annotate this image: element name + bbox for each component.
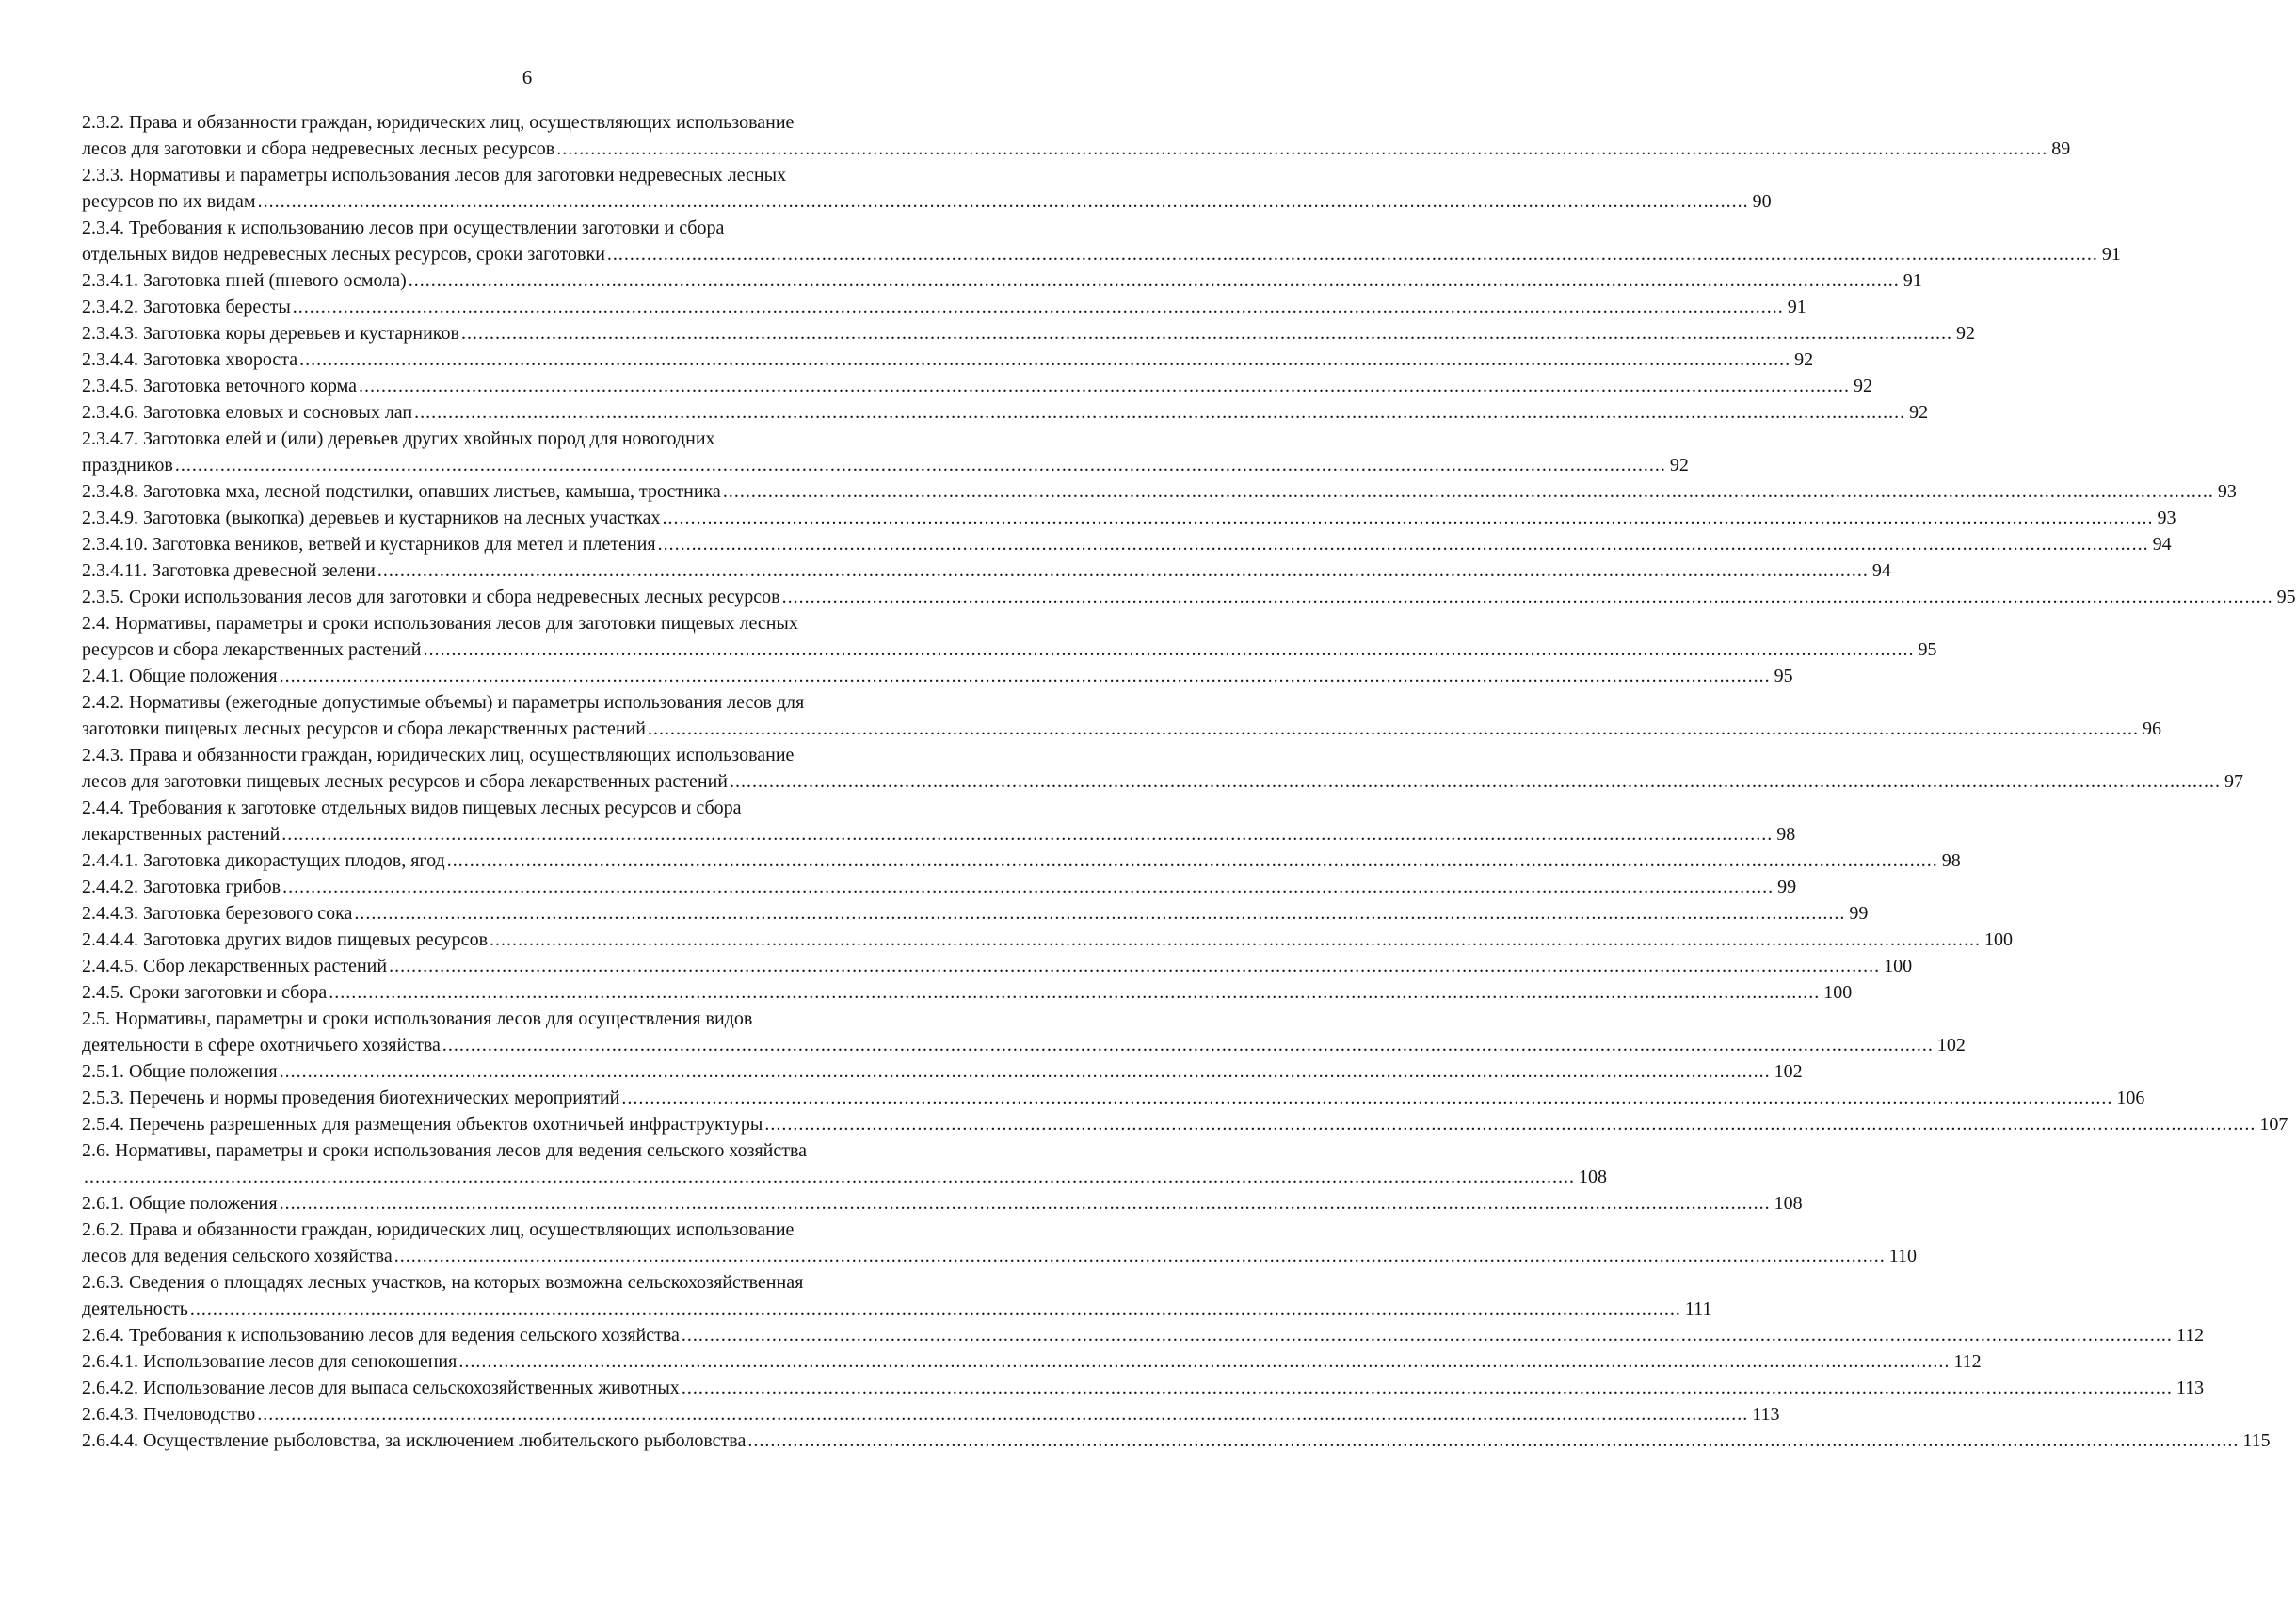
toc-entry (82, 1006, 1966, 1058)
toc-entry-row (82, 347, 1814, 373)
toc-entry (82, 1375, 2205, 1401)
dot-leader (256, 188, 1751, 215)
toc-entry-page: 113 (1752, 1404, 1780, 1425)
toc-entry-row (82, 399, 1929, 426)
toc-entry-row (82, 452, 1689, 478)
toc-entry (82, 557, 1891, 584)
toc-entry-title: 2.4.1. Общие положения (82, 666, 278, 686)
toc-entry-page: 108 (1774, 1193, 1803, 1214)
toc-entry-title: деятельность (82, 1299, 188, 1319)
toc-entry-row (82, 1348, 1982, 1375)
toc-entry (82, 294, 1806, 320)
toc-entry-page: 102 (1936, 1035, 1966, 1056)
dot-leader (278, 1058, 1773, 1085)
toc-entry-page: 92 (1853, 376, 1872, 396)
toc-entry (82, 1085, 2145, 1111)
toc-entry-title-line: 2.3.4.7. Заготовка елей и (или) деревьев других хвойных пород для новогодних (82, 428, 715, 449)
toc-entry-title: 2.3.4.3. Заготовка коры деревьев и кустарников (82, 323, 459, 344)
dot-leader (412, 399, 1907, 426)
dot-leader (357, 373, 1852, 399)
toc-entry (82, 953, 1913, 979)
toc-entry-title-line: 2.4.4. Требования к заготовке отдельных видов пищевых лесных ресурсов и сбора (82, 798, 742, 818)
toc-entry (82, 900, 1869, 927)
toc-entry-page: 94 (2152, 534, 2172, 555)
dot-leader (605, 241, 2100, 267)
toc-entry (82, 320, 1975, 347)
dot-leader (619, 1085, 2114, 1111)
toc-entry-title: 2.5.4. Перечень разрешенных для размещения объектов охотничьей инфраструктуры (82, 1114, 763, 1135)
toc-entry-row (82, 1032, 1966, 1058)
toc-entry (82, 584, 2296, 610)
toc-entry-page: 112 (2176, 1325, 2205, 1346)
toc-entry-row (82, 584, 2296, 610)
dot-leader (82, 1164, 1577, 1190)
toc-entry-title: 2.6.4.3. Пчеловодство (82, 1404, 256, 1425)
toc-entry-title: 2.3.4.5. Заготовка веточного корма (82, 376, 357, 396)
toc-entry-title-line: 2.4.3. Права и обязанности граждан, юридических лиц, осуществляющих использование (82, 745, 795, 766)
dot-leader (445, 847, 1940, 874)
toc-entry-page: 99 (1849, 903, 1869, 924)
toc-entry (82, 1269, 1712, 1322)
dot-leader (488, 927, 1983, 953)
toc-entry-row (82, 320, 1975, 347)
toc-entry-row (82, 1375, 2205, 1401)
toc-entry-page: 108 (1579, 1167, 1607, 1187)
toc-entry-title-line: 2.6.2. Права и обязанности граждан, юридических лиц, осуществляющих использование (82, 1219, 795, 1240)
toc-entry (82, 1322, 2205, 1348)
toc-entry (82, 426, 1689, 478)
toc-entry (82, 847, 1961, 874)
toc-entry-page: 94 (1871, 560, 1891, 581)
toc-entry-title: деятельности в сфере охотничьего хозяйства (82, 1035, 441, 1056)
dot-leader (291, 294, 1786, 320)
toc-entry-page: 93 (2157, 508, 2176, 528)
toc-entry (82, 1401, 1780, 1428)
toc-entry-page: 92 (1955, 323, 1975, 344)
toc-entry-page: 106 (2116, 1088, 2145, 1108)
toc-entry-title: 2.3.4.1. Заготовка пней (пневого осмола) (82, 270, 407, 291)
toc-entry-row (82, 663, 1793, 689)
toc-entry (82, 347, 1814, 373)
dot-leader (763, 1111, 2257, 1137)
dot-leader (297, 347, 1792, 373)
toc-entry (82, 505, 2176, 531)
toc-entry (82, 927, 2014, 953)
toc-entry-title: отдельных видов недревесных лесных ресурсов, сроки заготовки (82, 244, 605, 265)
dot-leader (393, 1243, 1887, 1269)
dot-leader (728, 768, 2223, 795)
dot-leader (407, 267, 1902, 294)
toc-entry-row (82, 557, 1891, 584)
toc-entry-title-line: 2.3.4. Требования к использованию лесов при осуществлении заготовки и сбора (82, 218, 725, 238)
toc-entry-title: 2.4.4.4. Заготовка других видов пищевых ресурсов (82, 929, 489, 950)
dot-leader (352, 900, 1847, 927)
toc-entry-page: 97 (2224, 771, 2244, 792)
dot-leader (721, 478, 2216, 505)
toc-entry (82, 267, 1922, 294)
dot-leader (280, 821, 1774, 847)
toc-entry-title: 2.3.4.11. Заготовка древесной зелени (82, 560, 376, 581)
dot-leader (746, 1428, 2240, 1454)
toc-entry-row (82, 900, 1869, 927)
toc-entry-title: 2.5.1. Общие положения (82, 1061, 278, 1082)
toc-entry-page: 95 (1918, 639, 1937, 660)
toc-entry-title-line: 2.4.2. Нормативы (ежегодные допустимые объемы) и параметры использования лесов для (82, 692, 805, 713)
toc-entry-title: праздников (82, 455, 173, 476)
toc-entry-page: 99 (1777, 877, 1797, 897)
toc-entry-row (82, 1401, 1780, 1428)
toc-entry-page: 100 (1884, 956, 1913, 976)
toc-entry (82, 979, 1853, 1006)
dot-leader (680, 1375, 2175, 1401)
toc-entry-row (82, 1243, 1917, 1269)
toc-entry-page: 90 (1752, 191, 1772, 212)
toc-entry (82, 663, 1793, 689)
toc-entry-row (82, 874, 1797, 900)
toc-entry-title: 2.5.3. Перечень и нормы проведения биотехнических мероприятий (82, 1088, 620, 1108)
toc-entry-title-line: 2.5. Нормативы, параметры и сроки использования лесов для осуществления видов (82, 1008, 753, 1029)
toc-entry-page: 111 (1684, 1299, 1712, 1319)
toc-entry-row (82, 1322, 2205, 1348)
dot-leader (780, 584, 2275, 610)
toc-entry-title: 2.4.4.1. Заготовка дикорастущих плодов, ягод (82, 850, 445, 871)
toc-entry-row (82, 716, 2161, 742)
toc-entry-title: 2.3.4.10. Заготовка веников, ветвей и кустарников для метел и плетения (82, 534, 656, 555)
toc-entry-title: 2.3.4.2. Заготовка бересты (82, 297, 291, 317)
toc-entry-title-line: 2.3.2. Права и обязанности граждан, юридических лиц, осуществляющих использование (82, 112, 795, 133)
toc-entry-row (82, 821, 1796, 847)
toc-entry (82, 109, 2071, 162)
toc-entry (82, 795, 1796, 847)
toc-entry-title: 2.4.5. Сроки заготовки и сбора (82, 982, 328, 1003)
toc-entry-row (82, 1085, 2145, 1111)
toc-entry-title: 2.6.4. Требования к использованию лесов для ведения сельского хозяйства (82, 1325, 680, 1346)
toc-entry-row (82, 241, 2121, 267)
toc-entry-row (82, 294, 1806, 320)
toc-entry-page: 96 (2142, 718, 2161, 739)
toc-entry (82, 610, 1937, 663)
toc-entry-row (82, 637, 1937, 663)
dot-leader (278, 663, 1773, 689)
toc-entry-title-line: 2.3.3. Нормативы и параметры использования лесов для заготовки недревесных лесных (82, 165, 787, 186)
dot-leader (441, 1032, 1935, 1058)
toc-entry (82, 399, 1929, 426)
dot-leader (646, 716, 2141, 742)
toc-entry-page: 110 (1888, 1246, 1917, 1266)
toc-entry-page: 107 (2259, 1114, 2288, 1135)
toc-entry-row (82, 531, 2172, 557)
toc-entry (82, 162, 1772, 215)
toc-entry-page: 89 (2051, 138, 2071, 159)
toc-entry-row (82, 1111, 2288, 1137)
toc-entry-page: 91 (1903, 270, 1922, 291)
toc-entry-page: 115 (2242, 1430, 2271, 1451)
toc-entry (82, 1428, 2271, 1454)
toc-entry-row (82, 1164, 1607, 1190)
toc-entry-page: 95 (1774, 666, 1793, 686)
toc-entry-title: лесов для заготовки и сбора недревесных лесных ресурсов (82, 138, 555, 159)
toc-entry-title: 2.6.4.1. Использование лесов для сенокошения (82, 1351, 458, 1372)
toc-entry-row (82, 1296, 1712, 1322)
toc-entry (82, 373, 1872, 399)
dot-leader (680, 1322, 2175, 1348)
toc-entry (82, 1348, 1982, 1375)
toc-entry-row (82, 478, 2237, 505)
dot-leader (327, 979, 1822, 1006)
dot-leader (281, 874, 1775, 900)
toc-entry-title: 2.3.4.9. Заготовка (выкопка) деревьев и кустарников на лесных участках (82, 508, 661, 528)
toc-entry-title: 2.3.4.8. Заготовка мха, лесной подстилки, опавших листьев, камыша, тростника (82, 481, 721, 502)
toc-entry-row (82, 847, 1961, 874)
toc-entry-title: 2.4.4.5. Сбор лекарственных растений (82, 956, 388, 976)
dot-leader (660, 505, 2155, 531)
toc-entry (82, 1137, 1607, 1190)
dot-leader (554, 136, 2049, 162)
toc-entry (82, 689, 2161, 742)
toc-entry-page: 95 (2276, 587, 2296, 607)
toc-entry-page: 113 (2176, 1378, 2205, 1398)
toc-entry-row (82, 373, 1872, 399)
toc-entry-page: 98 (1776, 824, 1796, 845)
toc-entry-title: лесов для заготовки пищевых лесных ресурсов и сбора лекарственных растений (82, 771, 729, 792)
toc-entry-row (82, 1190, 1803, 1217)
toc-entry-row (82, 505, 2176, 531)
toc-entry (82, 874, 1797, 900)
toc-entry-row (82, 979, 1853, 1006)
table-of-contents (82, 109, 2296, 1454)
toc-entry-page: 98 (1941, 850, 1961, 871)
toc-entry-page: 92 (1909, 402, 1929, 423)
toc-entry-page: 100 (1823, 982, 1853, 1003)
dot-leader (376, 557, 1871, 584)
toc-entry-title-line: 2.4. Нормативы, параметры и сроки использования лесов для заготовки пищевых лесных (82, 613, 798, 634)
toc-entry-page: 91 (2101, 244, 2121, 265)
toc-entry-page: 112 (1953, 1351, 1982, 1372)
toc-entry (82, 1058, 1803, 1085)
toc-entry-title: лекарственных растений (82, 824, 281, 845)
toc-entry (82, 215, 2121, 267)
toc-entry (82, 531, 2172, 557)
toc-entry-title: 2.3.4.4. Заготовка хвороста (82, 349, 298, 370)
toc-entry-row (82, 136, 2071, 162)
toc-entry-title: 2.6.1. Общие положения (82, 1193, 278, 1214)
dot-leader (656, 531, 2151, 557)
dot-leader (173, 452, 1668, 478)
toc-entry-title-line: 2.6. Нормативы, параметры и сроки использования лесов для ведения сельского хозяйства (82, 1140, 808, 1161)
toc-entry-row (82, 927, 2014, 953)
toc-entry-title: 2.4.4.3. Заготовка березового сока (82, 903, 353, 924)
toc-entry (82, 478, 2237, 505)
toc-entry-title: ресурсов по их видам (82, 191, 256, 212)
toc-entry-row (82, 188, 1772, 215)
dot-leader (255, 1401, 1750, 1428)
toc-entry-row (82, 267, 1922, 294)
toc-entry-row (82, 768, 2244, 795)
toc-entry-row (82, 1428, 2271, 1454)
toc-entry-page: 92 (1794, 349, 1814, 370)
toc-entry-page: 91 (1787, 297, 1806, 317)
toc-entry-title-line: 2.6.3. Сведения о площадях лесных участков, на которых возможна сельскохозяйственная (82, 1272, 804, 1293)
dot-leader (387, 953, 1882, 979)
dot-leader (457, 1348, 1951, 1375)
dot-leader (421, 637, 1916, 663)
toc-entry-title: 2.6.4.2. Использование лесов для выпаса сельскохозяйственных животных (82, 1378, 680, 1398)
toc-entry (82, 742, 2244, 795)
dot-leader (278, 1190, 1773, 1217)
toc-entry-title: ресурсов и сбора лекарственных растений (82, 639, 422, 660)
toc-entry-title: 2.3.4.6. Заготовка еловых и сосновых лап (82, 402, 413, 423)
toc-entry-row (82, 953, 1913, 979)
toc-entry-title: лесов для ведения сельского хозяйства (82, 1246, 393, 1266)
toc-entry (82, 1190, 1803, 1217)
toc-entry-page: 93 (2217, 481, 2237, 502)
toc-entry-page: 92 (1669, 455, 1689, 476)
dot-leader (459, 320, 1954, 347)
toc-entry-title: заготовки пищевых лесных ресурсов и сбора лекарственных растений (82, 718, 646, 739)
toc-entry (82, 1217, 1917, 1269)
page-number: 6 (522, 66, 533, 89)
toc-entry-page: 102 (1774, 1061, 1803, 1082)
toc-entry-title: 2.6.4.4. Осуществление рыболовства, за исключением любительского рыболовства (82, 1430, 747, 1451)
dot-leader (188, 1296, 1683, 1322)
toc-entry-title: 2.4.4.2. Заготовка грибов (82, 877, 281, 897)
toc-entry-page: 100 (1984, 929, 2014, 950)
toc-entry-title: 2.3.5. Сроки использования лесов для заготовки и сбора недревесных лесных ресурсов (82, 587, 780, 607)
toc-entry-row (82, 1058, 1803, 1085)
toc-entry (82, 1111, 2288, 1137)
